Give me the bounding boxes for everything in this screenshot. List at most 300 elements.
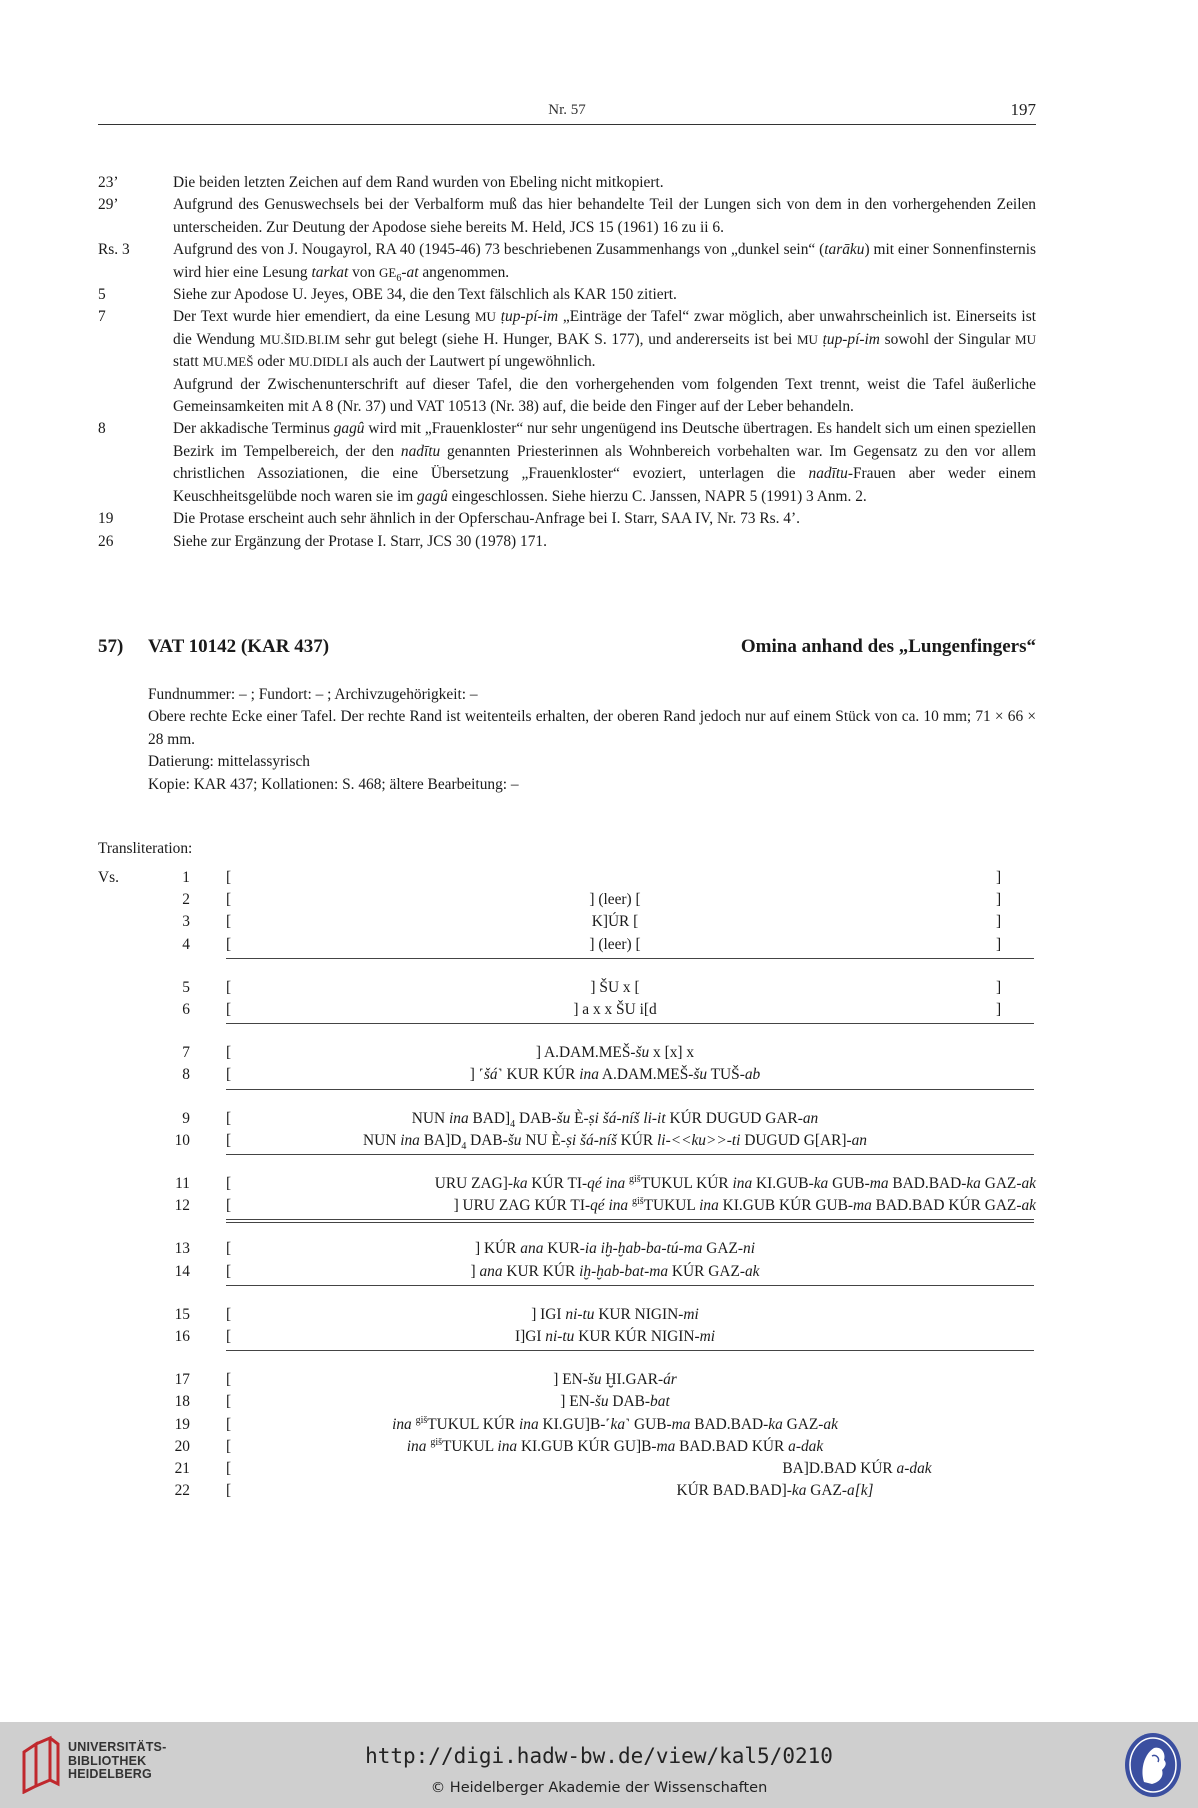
- line-number: 8: [182, 1066, 190, 1084]
- text-run: ] ˹: [469, 1066, 484, 1084]
- open-bracket: [: [226, 1175, 232, 1192]
- text-run: KÚR BAD.BAD]-: [676, 1482, 792, 1500]
- italic-run: gagû: [333, 420, 365, 438]
- text-run: ] EN-: [553, 1371, 588, 1389]
- note-line-reference: 7: [98, 308, 106, 326]
- italic-run: qé ina: [590, 1197, 629, 1215]
- italic-run: ṭup-pí-im: [822, 330, 880, 348]
- text-run: KI.GUB KÚR GU]B-: [517, 1437, 657, 1455]
- italic-run: ia iḫ-ḫab-ba-tú-ma: [584, 1240, 703, 1258]
- small-caps-run: MU: [1015, 331, 1036, 347]
- italic-run: ak: [823, 1415, 838, 1433]
- line-number: 21: [174, 1460, 190, 1477]
- note-text: [173, 194, 1036, 239]
- italic-run: a[k]: [847, 1482, 874, 1500]
- transliteration-line: [0, 1438, 1198, 1460]
- italic-run: bat: [650, 1393, 670, 1411]
- transliteration-line: [0, 1044, 1198, 1066]
- text-run: TUKUL KÚR: [427, 1415, 520, 1433]
- note-text: [173, 284, 1036, 306]
- open-bracket: [: [226, 913, 232, 931]
- text-run: ] KÚR: [474, 1240, 521, 1258]
- text-run: BAD]: [468, 1109, 511, 1127]
- text-run: ] URU ZAG KÚR TI-: [453, 1197, 591, 1215]
- line-number: 4: [182, 935, 190, 953]
- small-caps-run: MU: [796, 331, 818, 347]
- transliteration-line: [0, 1110, 1198, 1132]
- page-number: 197: [1010, 100, 1036, 119]
- text-run: KÚR: [616, 1131, 658, 1149]
- italic-run: ina: [406, 1437, 427, 1455]
- open-bracket: [: [226, 1415, 232, 1433]
- text-run: Aufgrund des Genuswechsels bei der Verbalform muß das hier behandelte Teil der Lungen sich von dem in den vorhergehenden Zeilen unterscheiden. Zur Deutung der Apodose siehe bereits M. Held, JCS 15 (1961) 16 zu ii 6.: [173, 196, 1036, 236]
- text-run: KÚR GAZ-: [668, 1262, 745, 1280]
- superscript-run: giš: [631, 1196, 644, 1208]
- open-bracket: [: [226, 935, 232, 953]
- note-text: [173, 418, 1036, 508]
- superscript-run: giš: [415, 1414, 428, 1426]
- subscript-run: 6: [396, 272, 402, 284]
- italic-run: ma: [853, 1197, 872, 1215]
- line-number: 13: [174, 1240, 190, 1258]
- text-run: GAZ-: [806, 1482, 848, 1500]
- note-line-reference: 8: [98, 420, 106, 438]
- text-run: -Frauen aber weder einem Keuschheitsgelübde noch waren sie im: [173, 465, 1037, 505]
- divider-rule: [226, 1089, 1034, 1090]
- italic-run: ka: [791, 1482, 807, 1500]
- italic-run: at: [406, 263, 419, 281]
- commentary-note: [98, 284, 1036, 306]
- line-number: 12: [174, 1197, 190, 1215]
- line-number: 14: [174, 1262, 190, 1280]
- note-text: [173, 306, 1036, 418]
- transliteration-label: Transliteration:: [98, 840, 193, 857]
- text-run: eingeschlossen. Siehe hierzu C. Janssen, NAPR 5 (1991) 3 Anm. 2.: [447, 487, 867, 505]
- text-run: TUKUL: [441, 1437, 498, 1455]
- note-paragraph: [173, 418, 1036, 508]
- italic-run: ni: [743, 1240, 756, 1258]
- divider-rule: [226, 958, 1034, 959]
- line-text: [230, 1438, 1000, 1456]
- note-text: [173, 172, 1036, 194]
- text-run: Die beiden letzten Zeichen auf dem Rand wurden von Ebeling nicht mitkopiert.: [173, 174, 664, 191]
- small-caps-run: GE: [379, 264, 397, 280]
- commentary-note: [98, 306, 1036, 418]
- line-number: 16: [174, 1328, 190, 1345]
- open-bracket: [: [226, 1131, 232, 1149]
- italic-run: a-dak: [896, 1460, 932, 1477]
- line-text: [230, 1110, 1000, 1128]
- text-run: NUN: [362, 1131, 401, 1149]
- italic-run: šu: [594, 1393, 609, 1411]
- italic-run: šá: [483, 1066, 498, 1084]
- italic-run: ni-tu: [565, 1305, 595, 1323]
- text-run: KÚR DUGUD GAR-: [665, 1109, 803, 1127]
- line-text: [230, 1240, 1000, 1258]
- line-text: [230, 1393, 1000, 1411]
- transliteration-line: [0, 913, 1198, 935]
- permalink-url[interactable]: http://digi.hadw-bw.de/view/kal5/0210: [365, 1744, 833, 1768]
- text-run: GUB-: [828, 1175, 870, 1192]
- transliteration-line: [0, 1482, 1198, 1504]
- italic-run: šu: [635, 1044, 650, 1062]
- line-text: [230, 1416, 1000, 1434]
- text-run: TUŠ-: [707, 1066, 745, 1084]
- italic-run: tarāku: [824, 241, 865, 259]
- note-paragraph: [173, 284, 1036, 306]
- note-line-reference: 26: [98, 532, 114, 550]
- italic-run: ma: [656, 1437, 676, 1455]
- line-number: 17: [174, 1371, 190, 1389]
- text-run: Der akkadische Terminus: [173, 420, 334, 438]
- line-text: [230, 1371, 1000, 1389]
- line-number: 5: [182, 978, 190, 996]
- text-run: DAB-: [515, 1109, 557, 1127]
- line-text: [230, 936, 1000, 954]
- italic-run: šu: [587, 1371, 602, 1389]
- italic-run: an: [851, 1131, 867, 1149]
- italic-run: mi: [699, 1328, 716, 1345]
- italic-run: ma: [869, 1175, 889, 1192]
- open-bracket: [: [226, 869, 232, 886]
- transliteration-line: [0, 1393, 1198, 1415]
- divider-rule: [226, 1350, 1034, 1351]
- italic-run: ár: [663, 1371, 677, 1389]
- open-bracket: [: [226, 1001, 232, 1018]
- italic-run: ina: [497, 1437, 518, 1455]
- line-number: 3: [182, 913, 190, 931]
- italic-run: ina: [392, 1415, 412, 1433]
- text-run: ˺ KUR KÚR: [497, 1066, 580, 1084]
- note-paragraph: [173, 172, 1036, 194]
- italic-run: iḫ-ḫab-bat-ma: [579, 1262, 669, 1280]
- line-number: 7: [182, 1044, 190, 1062]
- text-run: A.DAM.MEŠ-: [598, 1066, 694, 1084]
- line-text: [230, 1263, 1000, 1281]
- italic-run: ana: [479, 1262, 503, 1280]
- close-bracket: ]: [996, 978, 1002, 996]
- note-paragraph: [173, 508, 1036, 530]
- open-bracket: [: [226, 1044, 232, 1062]
- italic-run: ka: [966, 1175, 981, 1192]
- open-bracket: [: [226, 1240, 232, 1258]
- small-caps-run: MU.DIDLI: [288, 354, 349, 370]
- open-bracket: [: [226, 1393, 232, 1411]
- text-run: BA]D.BAD KÚR: [782, 1460, 897, 1477]
- line-number: 11: [175, 1175, 190, 1192]
- text-run: -: [401, 263, 407, 281]
- text-run: Siehe zur Ergänzung der Protase I. Starr, JCS 30 (1978) 171.: [173, 532, 547, 550]
- text-run: KI.GUB KÚR GUB-: [718, 1197, 854, 1215]
- commentary-note: [98, 194, 1036, 239]
- text-run: GAZ-: [980, 1175, 1022, 1192]
- text-run: ] IGI: [531, 1305, 566, 1323]
- italic-run: ṣi šá-níš: [565, 1131, 617, 1149]
- italic-run: ak: [744, 1262, 760, 1280]
- line-number: 6: [182, 1001, 190, 1018]
- text-run: DAB-: [608, 1393, 651, 1411]
- transliteration-line: [0, 1066, 1198, 1088]
- transliteration-line: [0, 1263, 1198, 1285]
- note-paragraph: [173, 239, 1036, 284]
- line-number: 18: [174, 1393, 190, 1411]
- open-bracket: [: [226, 1197, 232, 1215]
- open-bracket: [: [226, 1482, 232, 1500]
- italic-run: ab: [744, 1066, 761, 1084]
- open-bracket: [: [226, 978, 232, 996]
- dating: Datierung: mittelassyrisch: [148, 753, 310, 771]
- text-run: ] (leer) [: [589, 891, 641, 909]
- italic-run: ina: [519, 1415, 539, 1433]
- text-run: Aufgrund der Zwischenunterschrift auf dieser Tafel, die den vorhergehenden vom folgenden Text trennt, weist die Tafel äußerliche Gemeinsamkeiten mit A 8 (Nr. 37) und VAT 10513 (Nr. 38) auf, die beide den Finger auf der Leber behandeln.: [173, 375, 1036, 416]
- section-number: 57): [98, 636, 124, 657]
- italic-run: li-<<ku>>-ti: [657, 1131, 741, 1149]
- italic-run: ina: [579, 1066, 599, 1084]
- transliteration-line: [0, 869, 1198, 891]
- open-bracket: [: [226, 1460, 232, 1477]
- double-divider-rule: [226, 1219, 1034, 1220]
- italic-run: ina: [732, 1175, 753, 1192]
- text-run: ] (leer) [: [589, 935, 641, 953]
- text-run: È-: [570, 1109, 589, 1127]
- text-run: KI.GUB-: [752, 1175, 814, 1192]
- subscript-run: 4: [461, 1140, 467, 1152]
- text-run: BAD.BAD-: [888, 1175, 967, 1192]
- transliteration-line: [0, 1001, 1198, 1023]
- tablet-metadata: [148, 684, 1036, 796]
- note-text: [173, 239, 1036, 284]
- line-number: 1: [182, 869, 190, 886]
- small-caps-run: MU: [474, 309, 496, 325]
- text-run: ] a x x ŠU i[d: [573, 1001, 657, 1018]
- text-run: x [x] x: [649, 1044, 695, 1062]
- open-bracket: [: [226, 1109, 232, 1127]
- open-bracket: [: [226, 1437, 232, 1455]
- italic-run: qé ina: [587, 1175, 626, 1192]
- italic-run: ṭup-pí-im: [500, 308, 559, 326]
- note-line-reference: 19: [98, 510, 114, 528]
- side-label: Vs.: [98, 869, 119, 886]
- italic-run: nadītu: [808, 465, 848, 483]
- italic-run: tarkat: [311, 263, 349, 281]
- transliteration-line: [0, 1197, 1198, 1219]
- close-bracket: ]: [996, 891, 1002, 909]
- text-run: ]: [470, 1262, 480, 1280]
- note-text: [173, 531, 1036, 553]
- italic-run: mi: [683, 1305, 699, 1323]
- italic-run: ni-tu: [545, 1328, 575, 1345]
- transliteration-line: [0, 1306, 1198, 1328]
- transliteration-line: [0, 936, 1198, 958]
- text-run: KUR KÚR NIGIN-: [574, 1328, 700, 1345]
- line-text: [230, 1001, 1000, 1019]
- line-number: 19: [174, 1415, 190, 1433]
- italic-run: šu: [556, 1109, 571, 1127]
- text-run: genannten Priesterinnen als Wohnbereich vorbehalten war. Im Gegensatz zu den vor allem christlichen Assoziationen, die eine Übersetzung „Frauenkloster“ evoziert, unterlagen die: [173, 442, 1037, 483]
- close-bracket: ]: [996, 913, 1002, 931]
- text-run: ˺ GUB-: [625, 1415, 672, 1433]
- line-text: [230, 1132, 1000, 1150]
- text-run: Der Text wurde hier emendiert, da eine Lesung: [173, 308, 475, 326]
- text-run: BAD.BAD-: [690, 1415, 769, 1433]
- footer-bar: [0, 1722, 1198, 1808]
- text-run: ḪI.GAR-: [601, 1371, 664, 1389]
- section-title: VAT 10142 (KAR 437): [148, 636, 330, 657]
- text-run: ) mit einer Sonnenfinsternis wird hier eine Lesung: [173, 241, 1037, 281]
- line-text: [454, 1197, 1036, 1215]
- close-bracket: ]: [996, 869, 1002, 886]
- note-paragraph: [173, 306, 1036, 373]
- transliteration-line: [0, 1132, 1198, 1154]
- line-text: [230, 891, 1000, 909]
- italic-run: ana: [520, 1240, 544, 1258]
- italic-run: ak: [1021, 1175, 1036, 1192]
- note-line-reference: 29’: [98, 196, 119, 214]
- text-run: von: [348, 263, 380, 281]
- superscript-run: giš: [629, 1173, 641, 1185]
- line-number: 15: [174, 1305, 190, 1323]
- line-text: [230, 1066, 1000, 1084]
- text-run: wird mit „Frauenkloster“ nur sehr ungenügend ins Deutsche übertragen. Es handelt sich um einen speziellen Bezirk im Tempelbereich, der den: [173, 420, 1036, 460]
- italic-run: gagû: [417, 487, 448, 505]
- note-line-reference: 5: [98, 286, 106, 304]
- open-bracket: [: [226, 1328, 232, 1345]
- italic-run: ak: [1021, 1197, 1036, 1215]
- note-paragraph: [173, 531, 1036, 553]
- text-run: BAD.BAD KÚR: [675, 1437, 789, 1455]
- line-text: [230, 1306, 1000, 1324]
- text-run: URU ZAG]-: [434, 1175, 514, 1192]
- find-info: Fundnummer: – ; Fundort: – ; Archivzugehörigkeit: –: [148, 686, 478, 703]
- running-header: [98, 102, 1036, 125]
- close-bracket: ]: [996, 1001, 1002, 1018]
- commentary-note: [98, 508, 1036, 530]
- divider-rule: [226, 1285, 1034, 1286]
- text-run: ] ŠU x [: [590, 978, 640, 996]
- line-text: [472, 1460, 1198, 1478]
- open-bracket: [: [226, 1066, 232, 1084]
- italic-run: ka: [610, 1415, 626, 1433]
- italic-run: ṣi šá-níš li-it: [588, 1109, 666, 1127]
- italic-run: nadītu: [400, 442, 441, 460]
- line-text: [230, 979, 1000, 997]
- line-number: 10: [174, 1131, 190, 1149]
- superscript-run: giš: [430, 1436, 442, 1448]
- line-number: 20: [174, 1437, 190, 1455]
- text-run: BA]D: [419, 1131, 462, 1149]
- transliteration-line: [0, 1371, 1198, 1393]
- text-run: statt: [173, 353, 203, 371]
- commentary-note: [98, 531, 1036, 553]
- academy-seal-icon: [1122, 1730, 1184, 1800]
- line-text: [230, 913, 1000, 931]
- italic-run: a-dak: [788, 1437, 824, 1455]
- note-line-reference: Rs. 3: [98, 241, 130, 259]
- text-run: GAZ-: [782, 1415, 824, 1433]
- copyright-notice: © Heidelberger Akademie der Wissenschaften: [430, 1780, 768, 1796]
- text-run: „Einträge der Tafel“ zwar möglich, aber unwahrscheinlich ist. Einerseits ist die Wendung: [173, 308, 1036, 348]
- transliteration-line: [0, 979, 1198, 1001]
- line-text: [230, 1044, 1000, 1062]
- commentary-note: [98, 239, 1036, 284]
- transliteration-line: [0, 1328, 1198, 1350]
- subscript-run: 4: [510, 1118, 516, 1130]
- note-paragraph: [173, 374, 1036, 419]
- text-run: KUR KÚR: [502, 1262, 580, 1280]
- text-run: als auch der Lautwert pí ungewöhnlich.: [348, 353, 596, 371]
- text-run: DUGUD G[AR]-: [740, 1131, 852, 1149]
- text-run: angenommen.: [418, 263, 510, 281]
- italic-run: ina: [400, 1131, 420, 1149]
- open-bracket: [: [226, 1305, 232, 1323]
- text-run: Die Protase erscheint auch sehr ähnlich in der Opferschau-Anfrage bei I. Starr, SAA IV, Nr. 73 Rs. 4’.: [173, 510, 800, 528]
- copy-info: Kopie: KAR 437; Kollationen: S. 468; ältere Bearbeitung: –: [148, 775, 519, 793]
- text-run: TUKUL KÚR: [640, 1175, 733, 1192]
- text-run: KUR-: [543, 1240, 585, 1258]
- line-number: 9: [182, 1109, 190, 1127]
- text-run: TUKUL: [643, 1197, 700, 1215]
- line-number: 2: [182, 891, 190, 909]
- italic-run: ina: [448, 1109, 469, 1127]
- text-run: KI.GU]B-˹: [538, 1415, 611, 1433]
- note-paragraph: [173, 194, 1036, 239]
- section-heading: [98, 636, 1036, 662]
- text-run: ] A.DAM.MEŠ-: [535, 1044, 636, 1062]
- italic-run: ina: [699, 1197, 719, 1215]
- text-run: DAB-: [466, 1131, 508, 1149]
- line-text: [435, 1175, 1036, 1193]
- line-text: [390, 1482, 1160, 1500]
- note-line-reference: 23’: [98, 174, 119, 191]
- italic-run: ma: [671, 1415, 691, 1433]
- text-run: KUR NIGIN-: [594, 1305, 684, 1323]
- text-run: BAD.BAD KÚR GAZ-: [871, 1197, 1022, 1215]
- transliteration-line: [0, 1416, 1198, 1438]
- university-library-name: UNIVERSITÄTS- BIBLIOTHEK HEIDELBERG: [68, 1740, 167, 1781]
- text-run: K]ÚR [: [591, 913, 639, 931]
- line-text: [230, 1328, 1000, 1346]
- text-run: sowohl der Singular: [879, 330, 1016, 348]
- transliteration-line: [0, 891, 1198, 913]
- italic-run: ka: [513, 1175, 528, 1192]
- line-number: 22: [174, 1482, 190, 1500]
- commentary-note: [98, 418, 1036, 508]
- running-header-section: Nr. 57: [548, 102, 586, 118]
- italic-run: šu: [507, 1131, 522, 1149]
- open-bracket: [: [226, 1262, 232, 1280]
- note-text: [173, 508, 1036, 530]
- italic-run: šu: [693, 1066, 708, 1084]
- small-caps-run: MU.MEŠ: [202, 354, 254, 370]
- open-bracket: [: [226, 891, 232, 909]
- text-run: ] EN-: [560, 1393, 595, 1411]
- commentary-note: [98, 172, 1036, 194]
- italic-run: an: [802, 1109, 819, 1127]
- text-run: oder: [253, 353, 289, 371]
- text-run: GAZ-: [702, 1240, 744, 1258]
- divider-rule: [226, 1154, 1034, 1155]
- close-bracket: ]: [996, 935, 1002, 953]
- small-caps-run: MU.ŠID.BI.IM: [259, 331, 341, 347]
- transliteration-line: [0, 1460, 1198, 1482]
- divider-rule: [226, 1023, 1034, 1024]
- transliteration-line: [0, 1175, 1198, 1197]
- transliteration-line: [0, 1240, 1198, 1262]
- commentary-notes: [98, 172, 1036, 553]
- text-run: KÚR TI-: [527, 1175, 588, 1192]
- section-subject-title: Omina anhand des „Lungenfingers“: [740, 636, 1036, 657]
- tablet-description: Obere rechte Ecke einer Tafel. Der rechte Rand ist weitenteils erhalten, der oberen Rand jedoch nur auf einem Stück von ca. 10 mm; 71 × 66 × 28 mm.: [148, 708, 1036, 748]
